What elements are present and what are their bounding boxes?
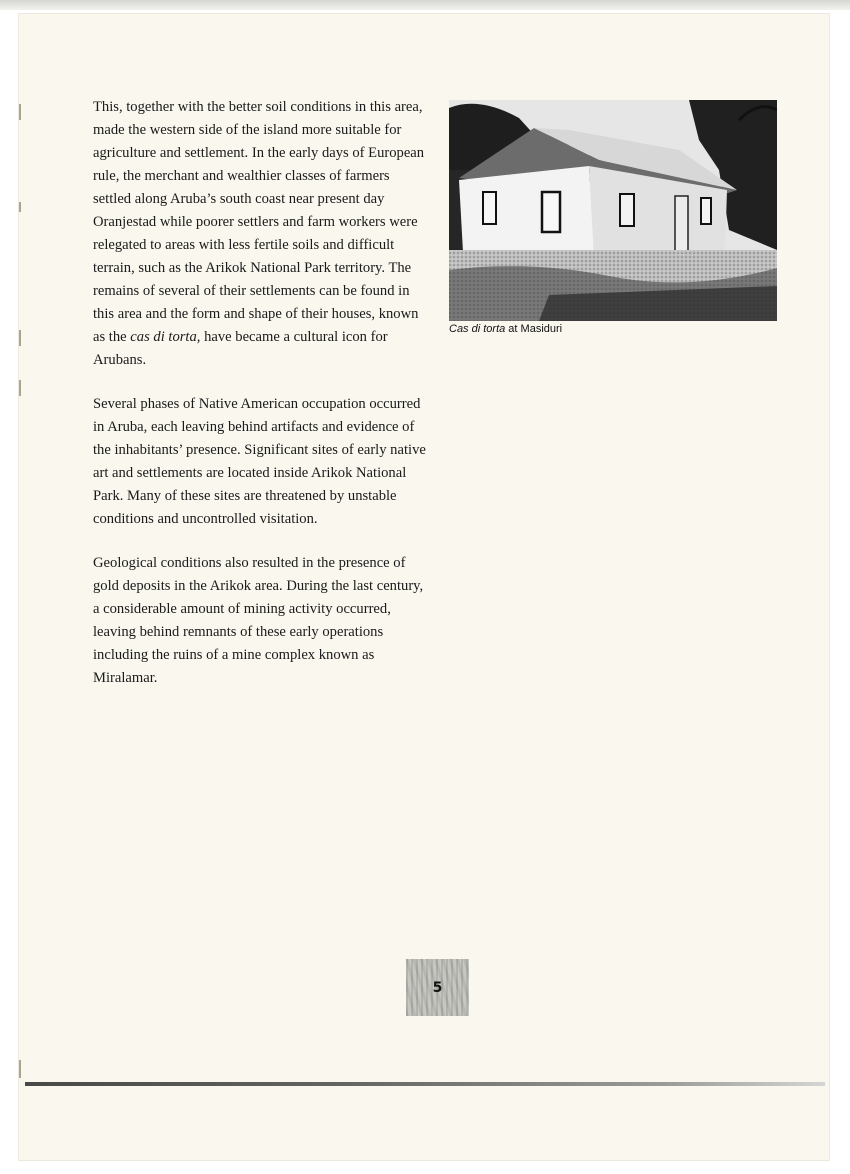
photo-caption <box>449 323 562 335</box>
paragraph <box>93 393 428 531</box>
margin-mark <box>19 104 21 120</box>
page-number: 5 <box>432 979 443 996</box>
margin-mark <box>19 380 21 396</box>
paragraph <box>93 552 428 690</box>
paragraph <box>93 96 428 372</box>
paragraph-text: Several phases of Native American occupation occurred in Aruba, each leaving behind artifacts and evidence of the inhabitants’ presence. Significant sites of early native art and settlements are located inside Arikok National Park. Many of these sites are threatened by unstable conditions and uncontrolled visitation. <box>93 396 426 527</box>
margin-mark <box>19 330 21 346</box>
caption-italic: Cas di torta <box>449 323 506 335</box>
body-text <box>93 96 428 711</box>
paragraph-text: Geological conditions also resulted in the presence of gold deposits in the Arikok area. During the last century, a considerable amount of mining activity occurred, leaving behind remnants of these early operations including the ruins of a mine complex known as Miralamar. <box>93 555 424 686</box>
italic-term: cas di torta, <box>130 329 201 345</box>
caption-text: at Masiduri <box>505 323 563 335</box>
paragraph-text: have became a cultural icon for Arubans. <box>93 329 388 368</box>
page-number-box <box>406 959 469 1016</box>
scan-top-edge <box>0 0 850 10</box>
house-photo <box>449 100 777 321</box>
margin-mark <box>19 202 21 212</box>
page-bottom-edge <box>25 1082 825 1086</box>
paragraph-text: This, together with the better soil conditions in this area, made the western side of the island more suitable for agriculture and settlement. In the early days of European rule, the merchant and wealthier classes of farmers settled along Aruba’s south coast near present day Oranjestad while poorer settlers and farm workers were relegated to areas with less fertile soils and difficult terrain, such as the Arikok National Park territory. The remains of several of their settlements can be found in this area and the form and shape of their houses, known as the <box>93 99 425 345</box>
margin-mark <box>19 1060 21 1078</box>
